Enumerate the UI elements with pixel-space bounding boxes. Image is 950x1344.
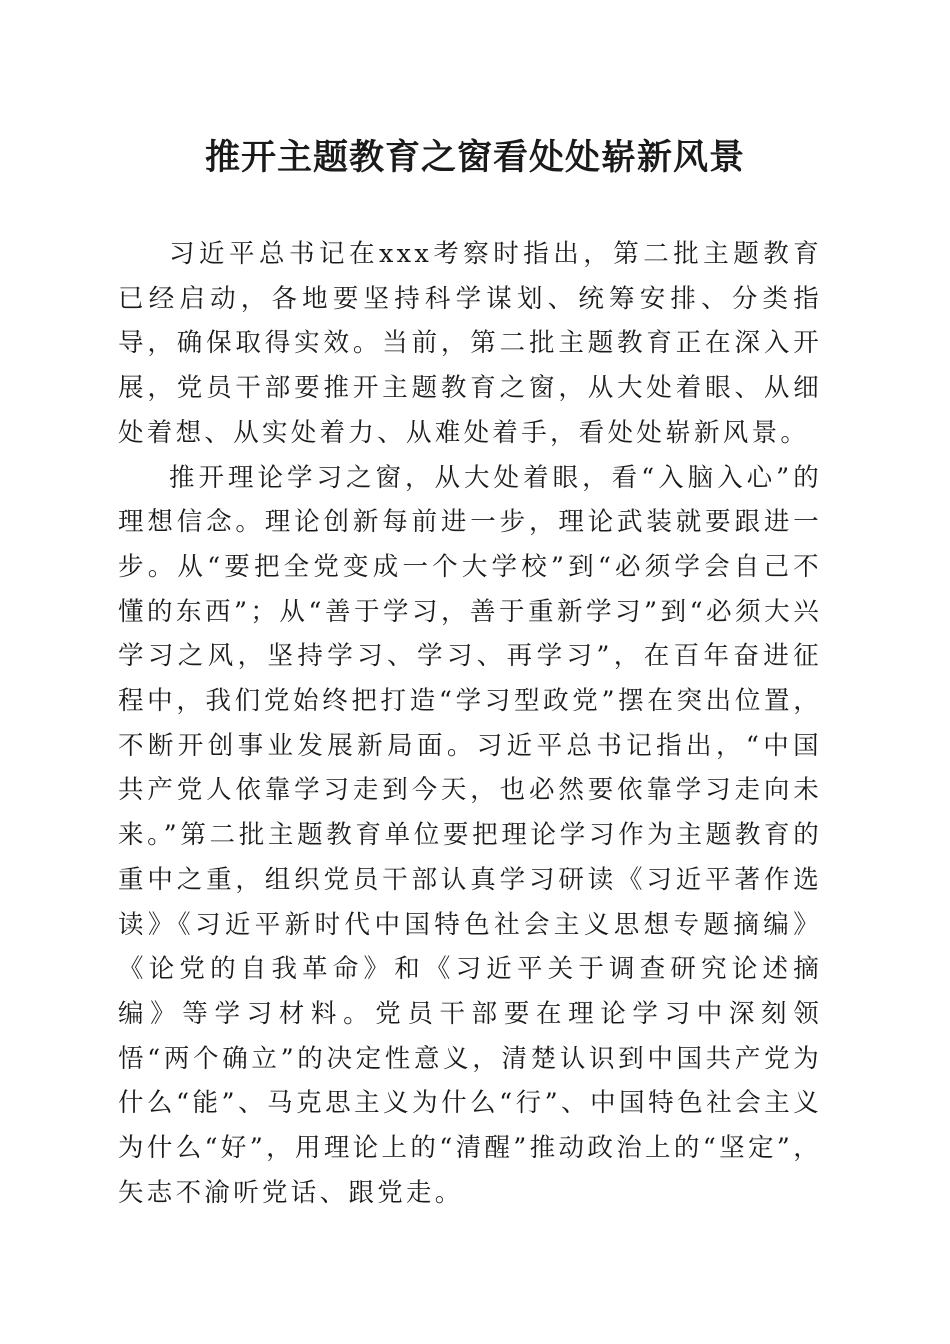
paragraph-intro: 习近平总书记在xxx考察时指出，第二批主题教育已经启动，各地要坚持科学谋划、统筹安排、分类指导，确保取得实效。当前，第二批主题教育正在深入开展，党员干部要推开主题教育之窗，从大处着眼、从细处着想、从实处着力、从难处着手，看处处崭新风景。 xyxy=(118,239,822,448)
paragraph-theory-study: 推开理论学习之窗，从大处着眼，看“入脑入心”的理想信念。理论创新每前进一步，理论武装就要跟进一步。从“要把全党变成一个大学校”到“必须学会自己不懂的东西”；从“善于学习，善于重新学习”到“必须大兴学习之风，坚持学习、学习、再学习”，在百年奋进征程中，我们党始终把打造“学习型政党”摆在突出位置，不断开创事业发展新局面。习近平总书记指出，“中国共产党人依靠学习走到今天，也必然要依靠学习走向未来。”第二批主题教育单位要把理论学习作为主题教育的重中之重，组织党员干部认真学习研读《习近平著作选读》《习近平新时代中国特色社会主义思想专题摘编》《论党的自我革命》和《习近平关于调查研究论述摘编》等学习材料。党员干部要在理论学习中深刻领悟“两个确立”的决定性意义，清楚认识到中国共产党为什么“能”、马克思主义为什么“行”、中国特色社会主义为什么“好”，用理论上的“清醒”推动政治上的“坚定”，矢志不渝听党话、跟党走。 xyxy=(118,462,822,1208)
document-body xyxy=(118,232,822,1215)
document-title: 推开主题教育之窗看处处崭新风景 xyxy=(204,137,745,178)
